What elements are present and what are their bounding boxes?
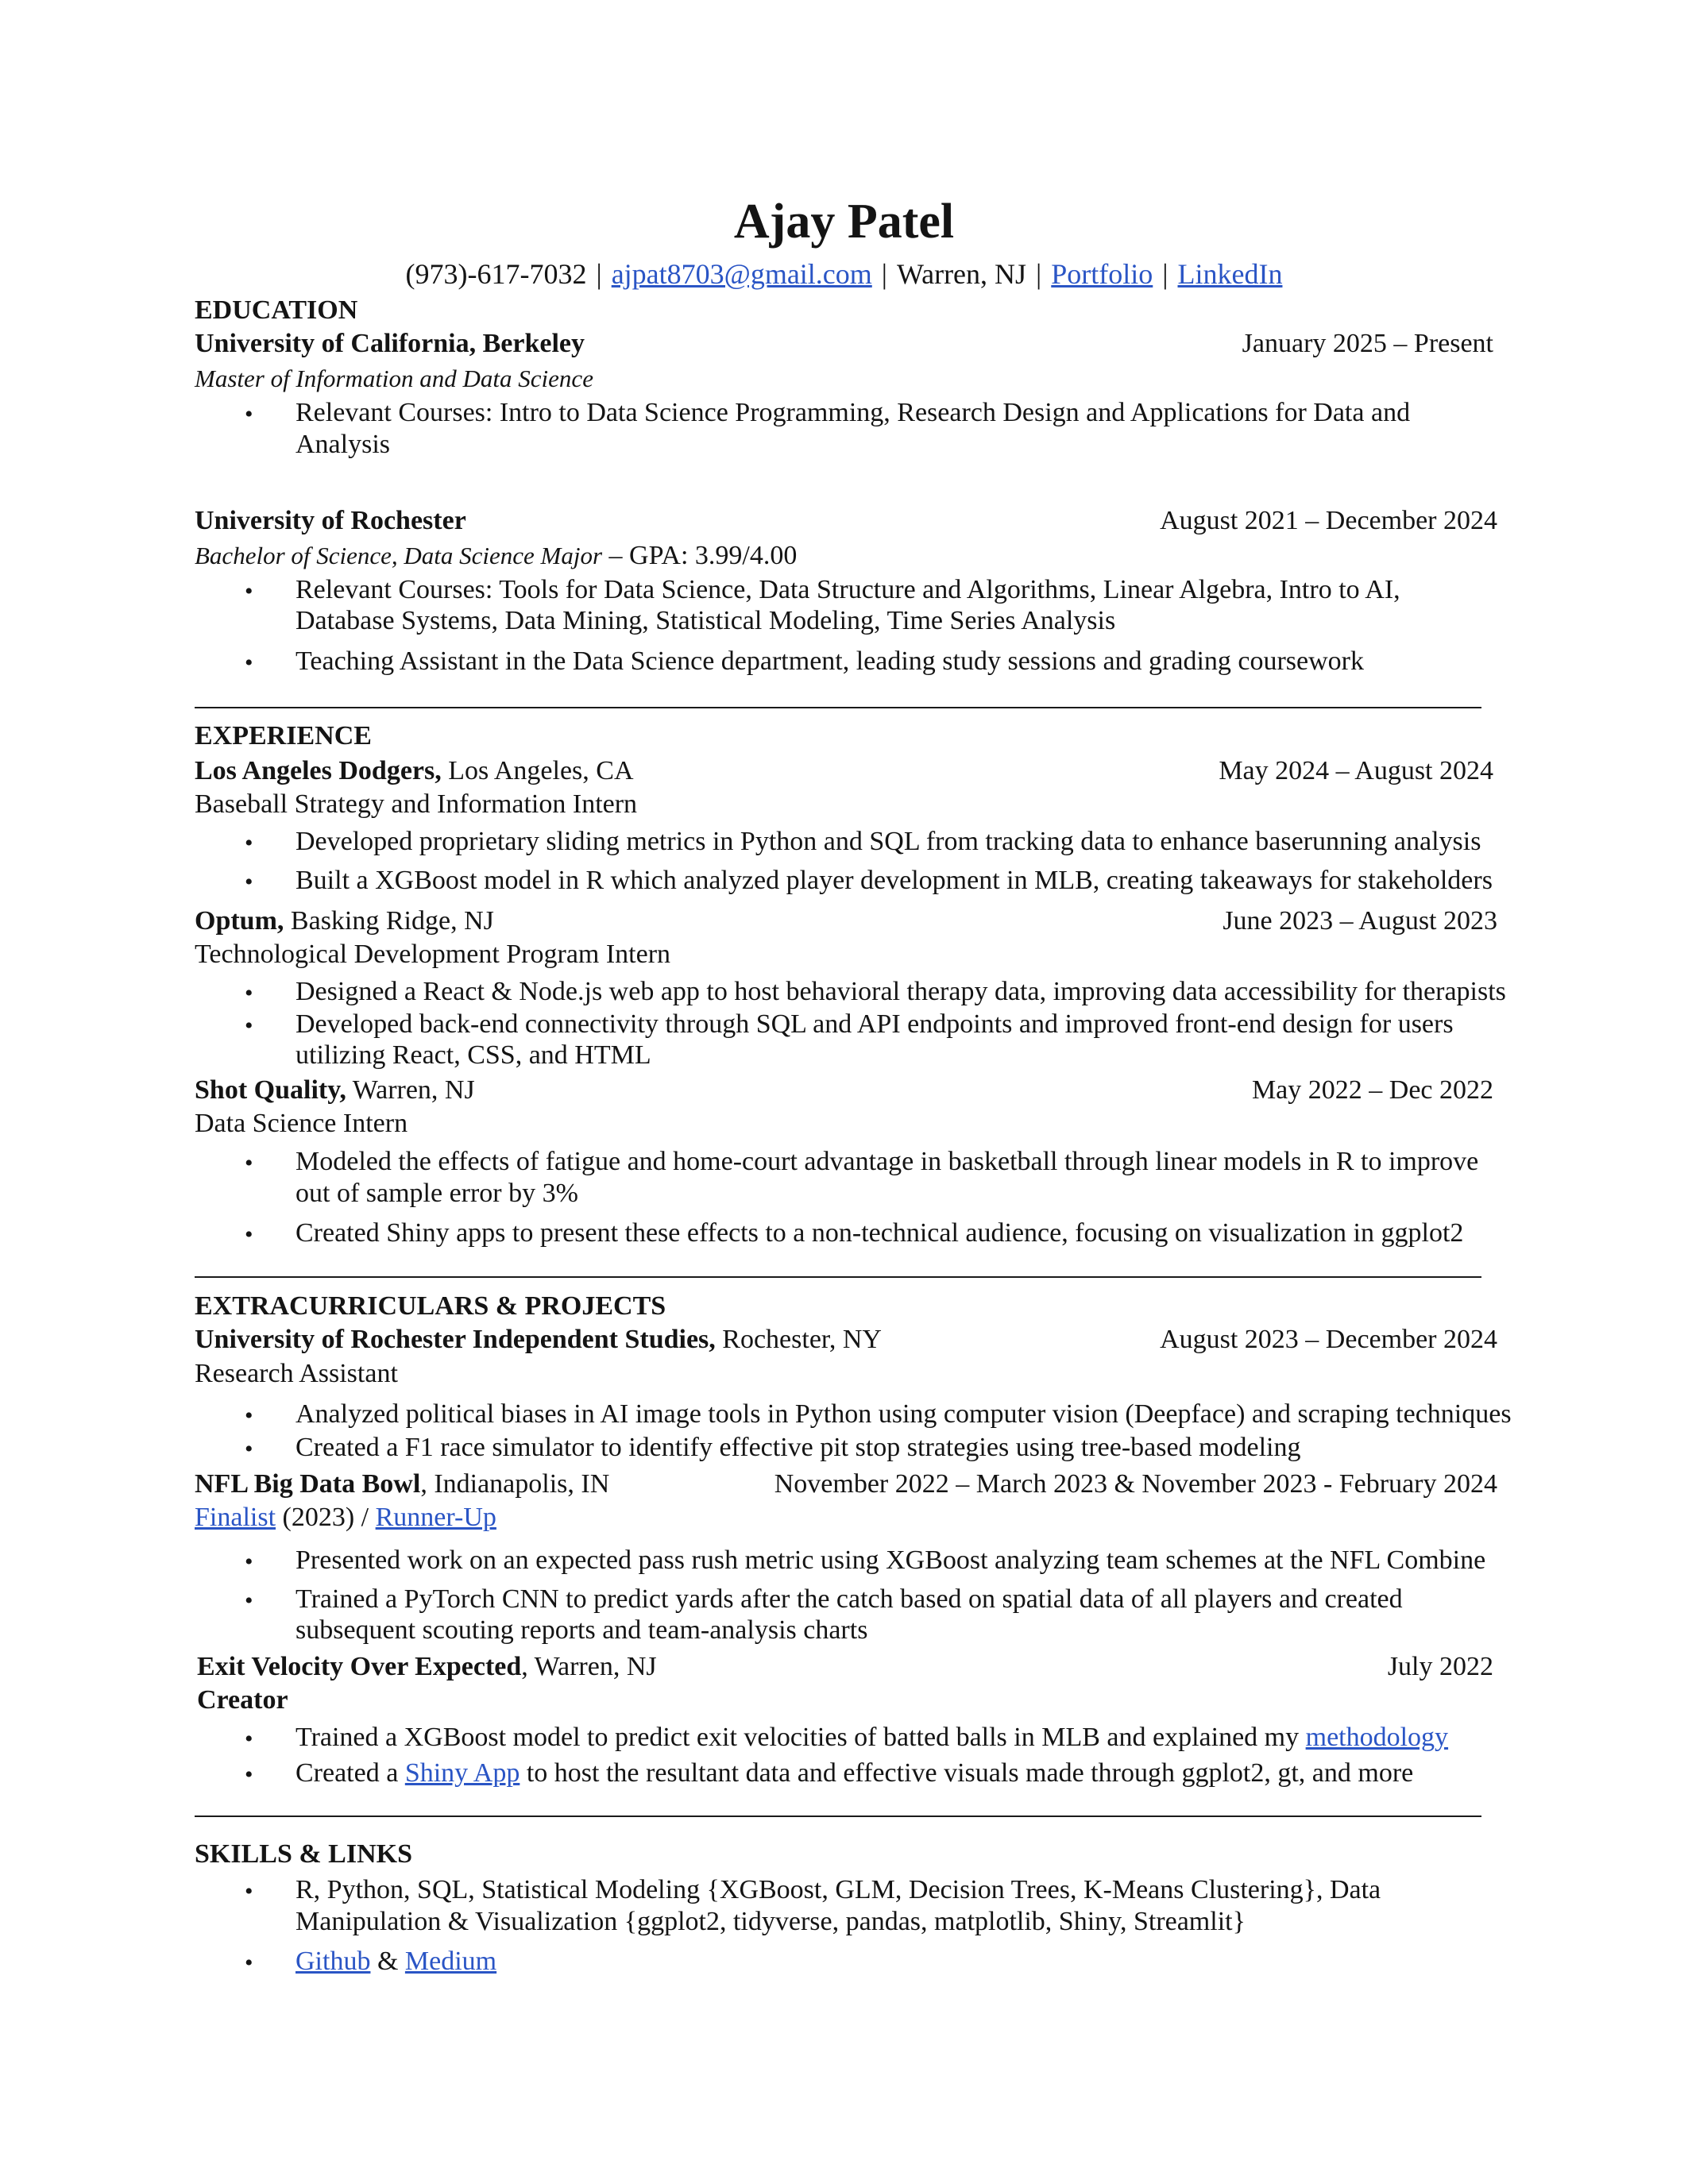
bullet-text: Analyzed political biases in AI image tools in Python using computer vision (Deepface) and scraping techniques xyxy=(295,1399,1512,1429)
bullet-marker: • xyxy=(245,1726,253,1752)
job-title-line xyxy=(195,908,494,935)
employer: Optum, xyxy=(195,906,284,936)
education-dates: January 2025 – Present xyxy=(1242,329,1493,358)
links-line xyxy=(295,1948,496,1975)
bullet-text-part: Trained a XGBoost model to predict exit velocities of batted balls in MLB and explained my xyxy=(295,1723,1306,1752)
job-location: Basking Ridge, NJ xyxy=(284,906,494,936)
bullet-marker: • xyxy=(245,1013,253,1039)
projects-heading: EXTRACURRICULARS & PROJECTS xyxy=(195,1291,666,1321)
project-title-line xyxy=(195,1326,882,1353)
bullet-text: Created Shiny apps to present these effects to a non-technical audience, focusing on visualization in ggplot2 xyxy=(295,1218,1464,1248)
bullet-text: Designed a React & Node.js web app to host behavioral therapy data, improving data accessibility for therapists xyxy=(295,977,1506,1006)
project-org: Exit Velocity Over Expected xyxy=(197,1652,522,1681)
bullet-marker: • xyxy=(245,1221,253,1248)
job-role: Data Science Intern xyxy=(195,1109,408,1138)
separator: | xyxy=(881,258,887,290)
runner-up-link[interactable]: Runner-Up xyxy=(375,1503,496,1532)
bullet-text xyxy=(295,1724,1448,1751)
experience-heading: EXPERIENCE xyxy=(195,721,372,751)
separator: | xyxy=(596,258,602,290)
school-name: University of Rochester xyxy=(195,506,466,535)
bullet-marker: • xyxy=(245,1403,253,1429)
degree: Bachelor of Science, Data Science Major xyxy=(195,542,603,569)
bullet-text-part: Created a xyxy=(295,1758,405,1788)
job-dates: June 2023 – August 2023 xyxy=(1223,906,1497,936)
bullet-marker: • xyxy=(245,1588,253,1614)
job-dates: May 2024 – August 2024 xyxy=(1219,756,1493,785)
bullet-text: Developed back-end connectivity through SQL and API endpoints and improved front-end design for users xyxy=(295,1009,1454,1039)
award-year: (2023) / xyxy=(276,1503,376,1532)
shiny-app-link[interactable]: Shiny App xyxy=(404,1758,520,1788)
phone-number: (973)-617-7032 xyxy=(405,258,587,290)
bullet-text: Relevant Courses: Tools for Data Science, Data Structure and Algorithms, Linear Algebra, Intro to AI, xyxy=(295,575,1400,604)
bullet-text: utilizing React, CSS, and HTML xyxy=(295,1040,651,1070)
degree: Master of Information and Data Science xyxy=(195,365,593,392)
bullet-marker: • xyxy=(245,869,253,895)
job-location: Los Angeles, CA xyxy=(441,756,634,785)
project-role: Research Assistant xyxy=(195,1359,398,1388)
section-divider xyxy=(195,1815,1481,1817)
job-title-line xyxy=(195,758,634,785)
section-divider xyxy=(195,1276,1481,1278)
project-location: Rochester, NY xyxy=(715,1325,882,1354)
bullet-marker: • xyxy=(245,1761,253,1788)
project-title-line xyxy=(195,1471,609,1498)
bullet-text: Created a F1 race simulator to identify effective pit stop strategies using tree-based modeling xyxy=(295,1433,1301,1462)
project-org: University of Rochester Independent Studies, xyxy=(195,1325,716,1354)
bullet-text: Built a XGBoost model in R which analyzed player development in MLB, creating takeaways for stakeholders xyxy=(295,866,1493,895)
medium-link[interactable]: Medium xyxy=(404,1947,497,1976)
bullet-marker: • xyxy=(245,578,253,604)
education-heading: EDUCATION xyxy=(195,295,358,325)
project-dates: November 2022 – March 2023 & November 2023 - February 2024 xyxy=(774,1469,1497,1499)
bullet-text: Developed proprietary sliding metrics in Python and SQL from tracking data to enhance baserunning analysis xyxy=(295,827,1481,856)
job-location: Warren, NJ xyxy=(346,1075,475,1105)
github-link[interactable]: Github xyxy=(295,1947,371,1976)
job-role: Technological Development Program Intern xyxy=(195,940,671,969)
award-line xyxy=(195,1504,496,1531)
bullet-marker: • xyxy=(245,1878,253,1904)
bullet-text: Manipulation & Visualization {ggplot2, tidyverse, pandas, matplotlib, Shiny, Streamlit} xyxy=(295,1907,1246,1936)
project-location: , Warren, NJ xyxy=(521,1652,657,1681)
section-divider xyxy=(195,707,1481,708)
bullet-text: Presented work on an expected pass rush metric using XGBoost analyzing team schemes at the NFL Combine xyxy=(295,1545,1486,1575)
bullet-marker: • xyxy=(245,1150,253,1176)
school-name: University of California, Berkeley xyxy=(195,329,585,358)
project-location: , Indianapolis, IN xyxy=(420,1469,610,1499)
bullet-text: Trained a PyTorch CNN to predict yards after the catch based on spatial data of all players and created xyxy=(295,1584,1403,1614)
finalist-link[interactable]: Finalist xyxy=(195,1503,276,1532)
education-dates: August 2021 – December 2024 xyxy=(1160,506,1497,535)
separator: | xyxy=(1162,258,1168,290)
project-org: NFL Big Data Bowl xyxy=(195,1469,421,1499)
employer: Los Angeles Dodgers, xyxy=(195,756,442,785)
email-link[interactable]: ajpat8703@gmail.com xyxy=(611,258,872,290)
project-role: Creator xyxy=(197,1685,288,1715)
job-role: Baseball Strategy and Information Intern xyxy=(195,789,638,819)
gpa: – GPA: 3.99/4.00 xyxy=(602,541,798,570)
bullet-text: Modeled the effects of fatigue and home-court advantage in basketball through linear models in R to improve xyxy=(295,1147,1479,1176)
job-title-line xyxy=(195,1077,475,1104)
bullet-marker: • xyxy=(245,980,253,1006)
bullet-text: Analysis xyxy=(295,430,390,459)
contact-line xyxy=(0,260,1688,288)
skills-heading: SKILLS & LINKS xyxy=(195,1839,412,1869)
bullet-marker: • xyxy=(245,401,253,427)
bullet-marker: • xyxy=(245,1436,253,1462)
ampersand: & xyxy=(370,1947,405,1976)
project-title-line xyxy=(197,1653,657,1680)
bullet-text: Database Systems, Data Mining, Statistical Modeling, Time Series Analysis xyxy=(295,606,1116,635)
bullet-text: R, Python, SQL, Statistical Modeling {XGBoost, GLM, Decision Trees, K-Means Clustering}, Data xyxy=(295,1875,1381,1904)
project-dates: August 2023 – December 2024 xyxy=(1160,1325,1497,1354)
candidate-name: Ajay Patel xyxy=(733,195,955,249)
bullet-text xyxy=(295,1760,1413,1787)
methodology-link[interactable]: methodology xyxy=(1305,1723,1449,1752)
bullet-marker: • xyxy=(245,1950,253,1976)
portfolio-link[interactable]: Portfolio xyxy=(1051,258,1153,290)
bullet-text: Relevant Courses: Intro to Data Science Programming, Research Design and Applications for Data and xyxy=(295,398,1411,427)
bullet-text-part: to host the resultant data and effective visuals made through ggplot2, gt, and more xyxy=(520,1758,1414,1788)
bullet-text: subsequent scouting reports and team-analysis charts xyxy=(295,1615,868,1645)
degree-line xyxy=(195,542,797,569)
job-dates: May 2022 – Dec 2022 xyxy=(1251,1075,1493,1105)
employer: Shot Quality, xyxy=(195,1075,346,1105)
bullet-marker: • xyxy=(245,650,253,676)
linkedin-link[interactable]: LinkedIn xyxy=(1177,258,1283,290)
location: Warren, NJ xyxy=(897,258,1027,290)
project-dates: July 2022 xyxy=(1387,1652,1493,1681)
bullet-marker: • xyxy=(245,830,253,856)
bullet-text: out of sample error by 3% xyxy=(295,1179,578,1208)
bullet-text: Teaching Assistant in the Data Science department, leading study sessions and grading coursework xyxy=(295,646,1365,676)
bullet-marker: • xyxy=(245,1549,253,1575)
separator: | xyxy=(1036,258,1042,290)
